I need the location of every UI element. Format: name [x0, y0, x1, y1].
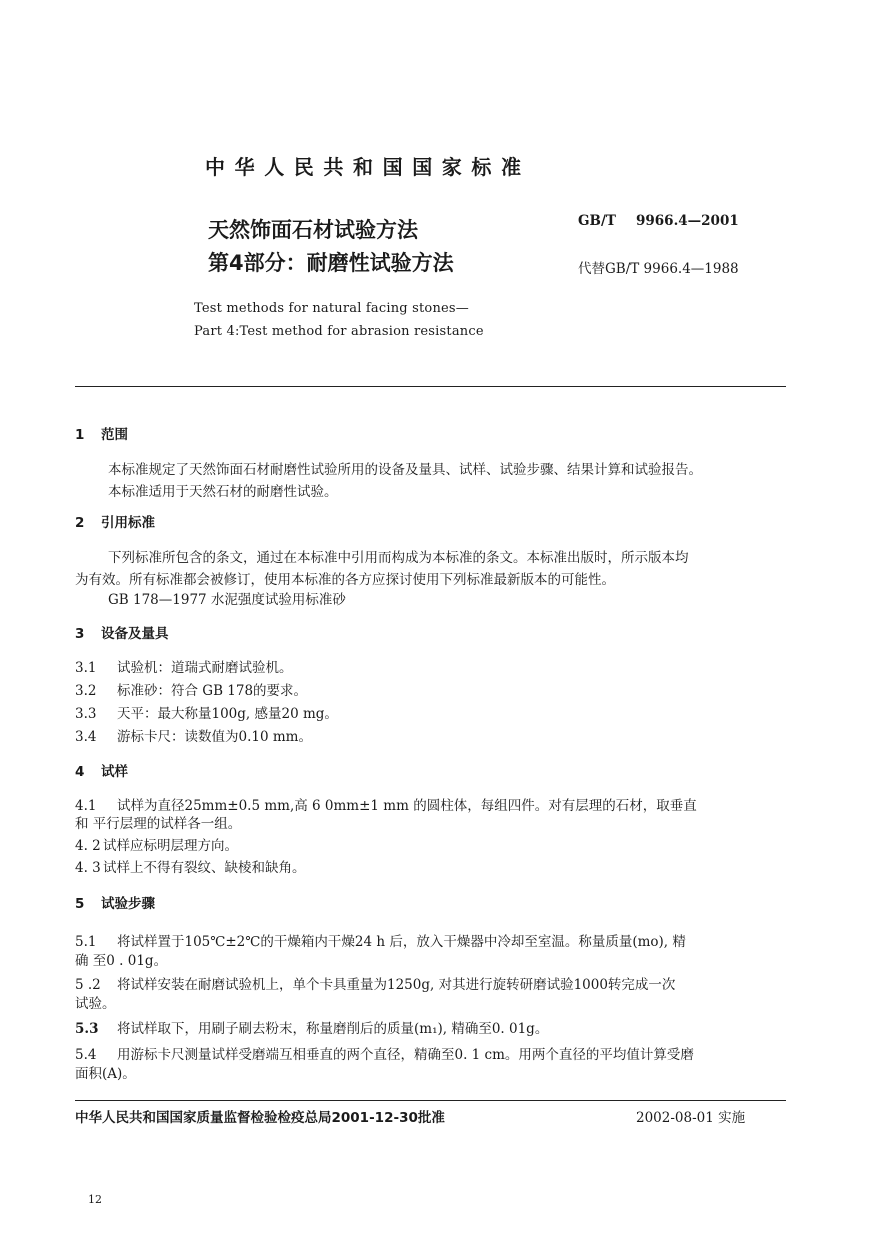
clause-text: 试验机：道瑞式耐磨试验机。	[117, 660, 293, 676]
national-standard-header: 中华人民共和国国家标准	[205, 155, 531, 179]
scope-paragraph-2: 本标准适用于天然石材的耐磨性试验。	[108, 484, 338, 500]
clause-number: 3.2	[75, 683, 97, 699]
section-number: 1	[75, 427, 85, 443]
title-en-line1: Test methods for natural facing stones—	[194, 301, 469, 316]
clause-text: 将试样取下，用刷子刷去粉末，称量磨削后的质量(m₁), 精确至0. 01g。	[117, 1021, 549, 1037]
section-1-heading	[75, 423, 128, 443]
clause-5-1-continuation: 确 至0 . 01g。	[75, 953, 168, 969]
standard-number: 9966.4—2001	[636, 213, 739, 229]
clause-number: 3.4	[75, 729, 97, 745]
clause-number: 5 .2	[75, 977, 101, 993]
clause-5-2-continuation: 试验。	[75, 996, 116, 1012]
section-number: 5	[75, 896, 85, 912]
footer-divider	[75, 1100, 786, 1101]
clause-number: 5.3	[75, 1021, 99, 1037]
clause-text: 将试样置于105℃±2℃的干燥箱内干燥24 h 后，放入干燥器中冷却至室温。称量质量(mo), 精	[117, 934, 686, 950]
clause-3-1	[75, 656, 293, 676]
section-2-heading	[75, 511, 155, 531]
section-number: 3	[75, 626, 85, 642]
title-en-line2: Part 4:Test method for abrasion resistance	[194, 324, 484, 339]
clause-text: 天平：最大称量100g, 感量20 mg。	[117, 706, 338, 722]
section-title: 试验步骤	[101, 896, 155, 912]
references-line-1: 下列标准所包含的条文，通过在本标准中引用而构成为本标准的条文。本标准出版时，所示版本均	[108, 550, 689, 566]
scope-paragraph-1: 本标准规定了天然饰面石材耐磨性试验所用的设备及量具、试样、试验步骤、结果计算和试验报告。	[108, 462, 702, 478]
approval-line: 中华人民共和国国家质量监督检验检疫总局2001-12-30批准	[75, 1110, 445, 1126]
section-number: 4	[75, 764, 85, 780]
clause-text: 将试样安装在耐磨试验机上，单个卡具重量为1250g, 对其进行旋转研磨试验1000转完成一次	[117, 977, 676, 993]
clause-5-4	[75, 1043, 694, 1063]
clause-number: 5.1	[75, 934, 97, 950]
clause-text: 用游标卡尺测量试样受磨端互相垂直的两个直径，精确至0. 1 cm。用两个直径的平均值计算受磨	[117, 1047, 694, 1063]
section-4-heading	[75, 760, 128, 780]
clause-3-3	[75, 702, 338, 722]
clause-5-2	[75, 973, 675, 993]
clause-number: 4. 3	[75, 860, 101, 876]
section-title: 试样	[101, 764, 128, 780]
clause-5-1	[75, 930, 686, 950]
referenced-standard: GB 178—1977 水泥强度试验用标准砂	[108, 592, 346, 608]
standard-code	[578, 213, 739, 229]
title-cn-line1: 天然饰面石材试验方法	[208, 218, 418, 242]
replaces-standard: 代替GB/T 9966.4—1988	[578, 261, 739, 277]
clause-3-2	[75, 679, 307, 699]
section-3-heading	[75, 622, 169, 642]
clause-text: 标准砂：符合 GB 178的要求。	[117, 683, 308, 699]
clause-text: 试样应标明层理方向。	[103, 838, 238, 854]
clause-number: 3.3	[75, 706, 97, 722]
clause-number: 4.1	[75, 798, 97, 814]
clause-number: 5.4	[75, 1047, 97, 1063]
standard-prefix: GB/T	[578, 213, 616, 229]
title-cn-line2: 第4部分：耐磨性试验方法	[208, 251, 454, 275]
section-title: 设备及量具	[101, 626, 169, 642]
clause-3-4	[75, 725, 312, 745]
clause-4-1	[75, 794, 697, 814]
section-number: 2	[75, 515, 85, 531]
references-line-2: 为有效。所有标准都会被修订，使用本标准的各方应探讨使用下列标准最新版本的可能性。	[75, 572, 615, 588]
clause-text: 试样上不得有裂纹、缺棱和缺角。	[103, 860, 306, 876]
clause-text: 试样为直径25mm±0.5 mm,高 6 0mm±1 mm 的圆柱体，每组四件。对有层理的石材，取垂直	[117, 798, 697, 814]
clause-4-3	[75, 856, 306, 876]
clause-number: 3.1	[75, 660, 97, 676]
clause-4-1-continuation: 和 平行层理的试样各一组。	[75, 816, 242, 832]
clause-4-2	[75, 834, 238, 854]
top-divider	[75, 386, 786, 387]
section-5-heading	[75, 892, 155, 912]
clause-5-4-continuation: 面积(A)。	[75, 1066, 136, 1082]
clause-5-3	[75, 1017, 548, 1037]
section-title: 引用标准	[101, 515, 155, 531]
clause-number: 4. 2	[75, 838, 101, 854]
implementation-date: 2002-08-01 实施	[636, 1110, 746, 1126]
clause-text: 游标卡尺：读数值为0.10 mm。	[117, 729, 312, 745]
page-number: 12	[88, 1193, 102, 1206]
section-title: 范围	[101, 427, 128, 443]
